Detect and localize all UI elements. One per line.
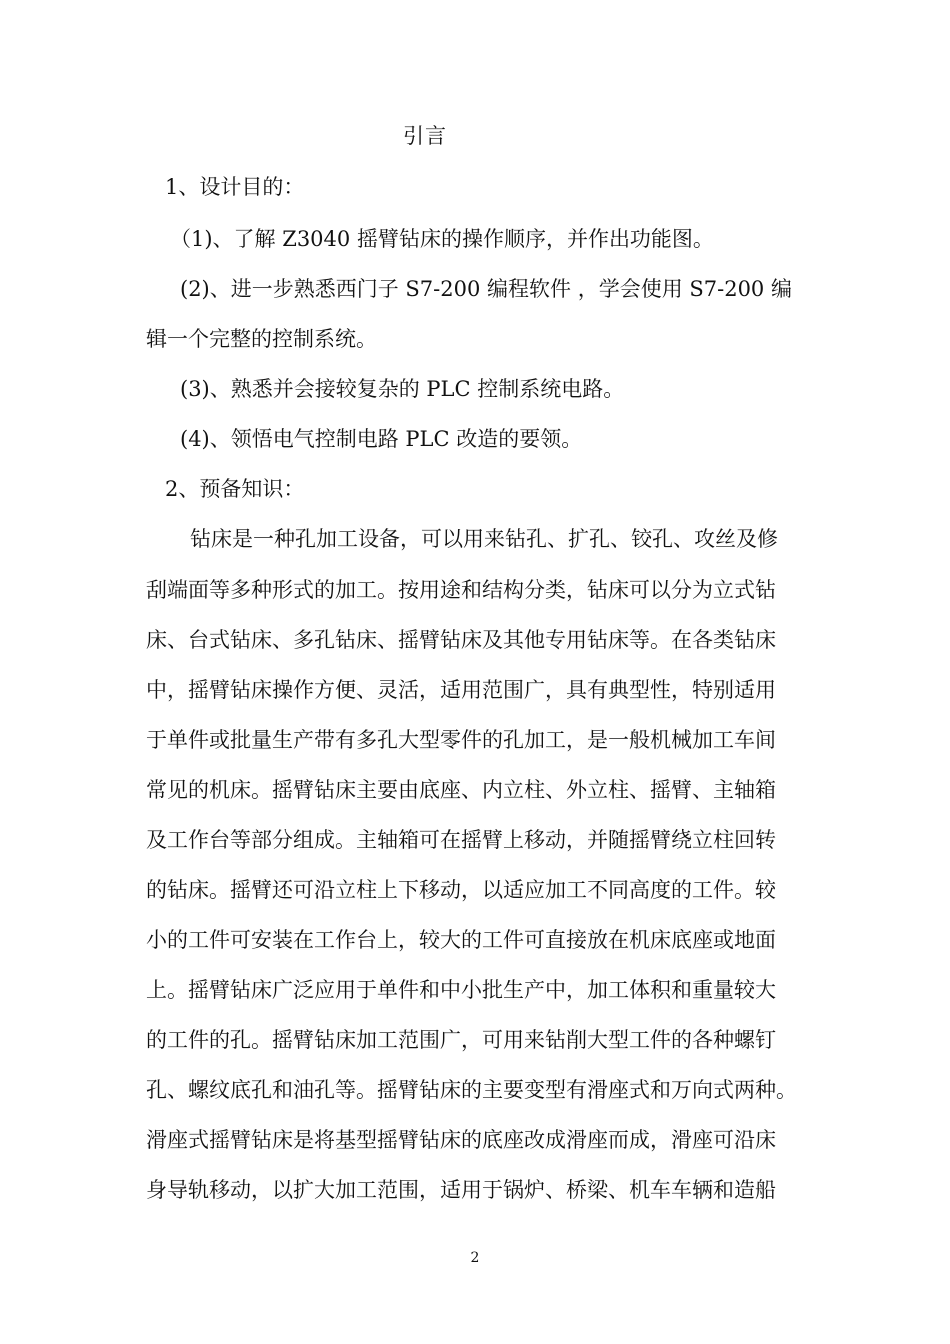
text-line: 常见的机床。摇臂钻床主要由底座、内立柱、外立柱、摇臂、主轴箱 bbox=[146, 778, 776, 802]
text-line: 于单件或批量生产带有多孔大型零件的孔加工，是一般机械加工车间 bbox=[146, 728, 776, 752]
page-number: 2 bbox=[470, 1250, 480, 1266]
text-line: (4)、领悟电气控制电路 PLC 改造的要领。 bbox=[180, 427, 583, 451]
text-line: 身导轨移动，以扩大加工范围，适用于锅炉、桥梁、机车车辆和造船 bbox=[146, 1178, 776, 1202]
text-line: 的钻床。摇臂还可沿立柱上下移动，以适应加工不同高度的工件。较 bbox=[146, 878, 776, 902]
text-line: 1、设计目的： bbox=[165, 175, 305, 199]
text-line: 刮端面等多种形式的加工。按用途和结构分类，钻床可以分为立式钻 bbox=[146, 578, 776, 602]
text-line: 2、预备知识： bbox=[165, 477, 305, 501]
text-line: 中，摇臂钻床操作方便、灵活，适用范围广，具有典型性，特别适用 bbox=[146, 678, 776, 702]
text-line: 小的工件可安装在工作台上，较大的工件可直接放在机床底座或地面 bbox=[146, 928, 776, 952]
text-line: 孔、螺纹底孔和油孔等。摇臂钻床的主要变型有滑座式和万向式两种。 bbox=[146, 1078, 797, 1102]
text-line: 床、台式钻床、多孔钻床、摇臂钻床及其他专用钻床等。在各类钻床 bbox=[146, 628, 776, 652]
text-line: 的工件的孔。摇臂钻床加工范围广，可用来钻削大型工件的各种螺钉 bbox=[146, 1028, 776, 1052]
text-line: 钻床是一种孔加工设备，可以用来钻孔、扩孔、铰孔、攻丝及修 bbox=[190, 527, 778, 551]
text-line: 上。摇臂钻床广泛应用于单件和中小批生产中，加工体积和重量较大 bbox=[146, 978, 776, 1002]
text-line: 滑座式摇臂钻床是将基型摇臂钻床的底座改成滑座而成，滑座可沿床 bbox=[146, 1128, 776, 1152]
text-line: 及工作台等部分组成。主轴箱可在摇臂上移动，并随摇臂绕立柱回转 bbox=[146, 828, 776, 852]
text-line: (3)、熟悉并会接较复杂的 PLC 控制系统电路。 bbox=[180, 377, 625, 401]
page-title: 引言 bbox=[403, 124, 447, 148]
text-line: (2)、进一步熟悉西门子 S7-200 编程软件 ，学会使用 S7-200 编 bbox=[180, 277, 792, 301]
text-line: （1)、了解 Z3040 摇臂钻床的操作顺序，并作出功能图。 bbox=[170, 227, 714, 251]
text-line: 辑一个完整的控制系统。 bbox=[146, 327, 377, 351]
